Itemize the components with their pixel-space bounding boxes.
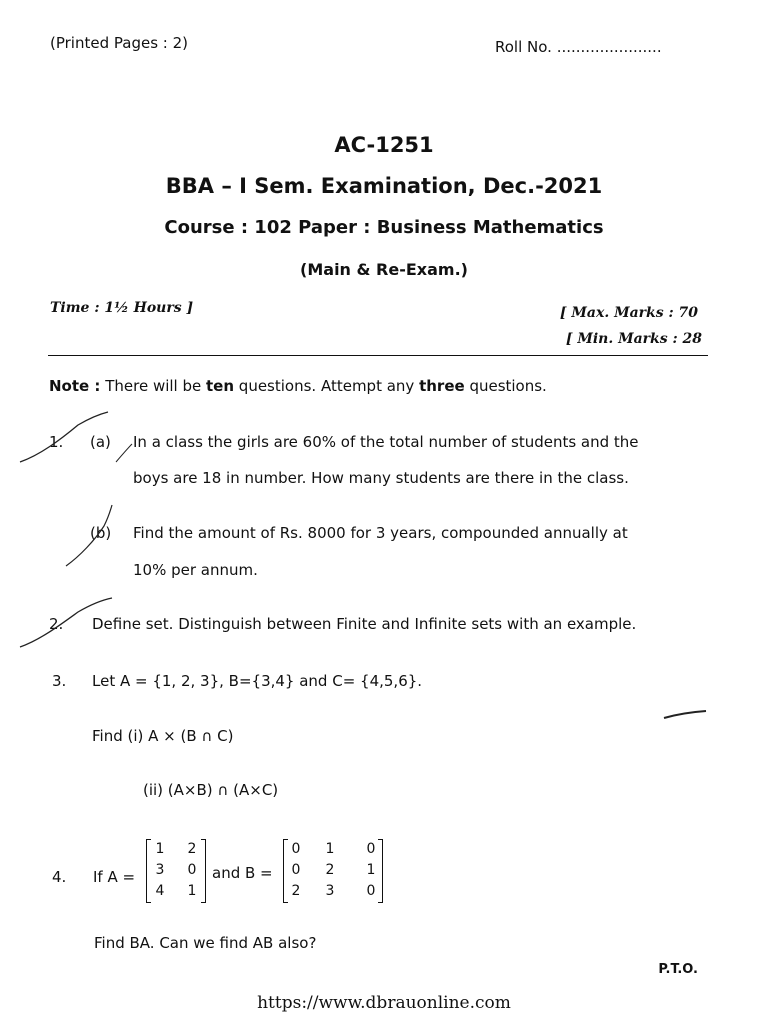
matrix-b-cell: 0 xyxy=(291,862,301,878)
matrix-b-cell: 1 xyxy=(325,841,335,857)
roll-number-field: Roll No. ...................... xyxy=(495,38,662,56)
matrix-b-cell: 0 xyxy=(366,841,376,857)
question-1a-label: (a) xyxy=(90,433,111,451)
question-4-number: 4. xyxy=(52,868,67,886)
question-2-number: 2. xyxy=(49,615,64,633)
question-2-text: Define set. Distinguish between Finite and Infinite sets with an example. xyxy=(92,615,637,633)
tick-mark-q1 xyxy=(20,412,108,462)
matrix-a-cell: 2 xyxy=(187,841,197,857)
question-1-number: 1. xyxy=(49,433,64,451)
matrix-a-cell: 1 xyxy=(155,841,165,857)
question-1b-label: (b) xyxy=(90,524,112,542)
max-marks: [ Max. Marks : 70 xyxy=(559,305,698,321)
matrix-a-cell: 1 xyxy=(187,883,197,899)
matrix-b-cell: 3 xyxy=(325,883,335,899)
paper-code: AC-1251 xyxy=(334,133,434,157)
question-3-number: 3. xyxy=(52,672,67,690)
tick-mark-q1b xyxy=(66,505,112,566)
time-allowed: Time : 1½ Hours ] xyxy=(50,300,194,316)
matrix-a-cell: 3 xyxy=(155,862,165,878)
matrix-b-cell: 1 xyxy=(366,862,376,878)
question-3-part-ii: (ii) (A×B) ∩ (A×C) xyxy=(143,781,279,799)
question-1b-line-1: Find the amount of Rs. 8000 for 3 years, compounded annually at xyxy=(133,524,628,542)
question-1a-line-1: In a class the girls are 60% of the total number of students and the xyxy=(133,433,639,451)
min-marks: [ Min. Marks : 28 xyxy=(565,331,702,347)
please-turn-over: P.T.O. xyxy=(658,962,698,977)
note-label: Note : xyxy=(49,377,101,395)
matrix-a-cell: 4 xyxy=(155,883,165,899)
matrix-b-cell: 2 xyxy=(325,862,335,878)
note-emphasis-three: three xyxy=(419,377,465,395)
note-text-1: There will be xyxy=(100,377,206,395)
matrix-a-cell: 0 xyxy=(187,862,197,878)
question-4-if-label: If A = xyxy=(93,868,136,886)
matrix-b-cell: 2 xyxy=(291,883,301,899)
tick-mark-q1a xyxy=(116,444,132,462)
tick-mark-q2 xyxy=(20,598,112,647)
footer-url: https://www.dbrauonline.com xyxy=(257,993,511,1013)
matrix-b-cell: 0 xyxy=(366,883,376,899)
exam-title: BBA – I Sem. Examination, Dec.-2021 xyxy=(165,174,603,198)
note-text-3: questions. xyxy=(464,377,547,395)
exam-mode: (Main & Re-Exam.) xyxy=(300,260,468,279)
note-emphasis-ten: ten xyxy=(206,377,235,395)
margin-dash-mark xyxy=(664,711,706,718)
question-1a-line-2: boys are 18 in number. How many students are there in the class. xyxy=(133,469,629,487)
question-1b-line-2: 10% per annum. xyxy=(133,561,258,579)
course-title: Course : 102 Paper : Business Mathematics xyxy=(164,217,604,238)
question-4-find: Find BA. Can we find AB also? xyxy=(94,934,317,952)
question-3-part-i: Find (i) A × (B ∩ C) xyxy=(92,727,234,745)
matrix-b-cell: 0 xyxy=(291,841,301,857)
note-text-2: questions. Attempt any xyxy=(234,377,420,395)
printed-pages: (Printed Pages : 2) xyxy=(50,34,188,52)
question-4-and-label: and B = xyxy=(212,864,273,882)
question-3-text: Let A = {1, 2, 3}, B={3,4} and C= {4,5,6}. xyxy=(92,672,423,690)
